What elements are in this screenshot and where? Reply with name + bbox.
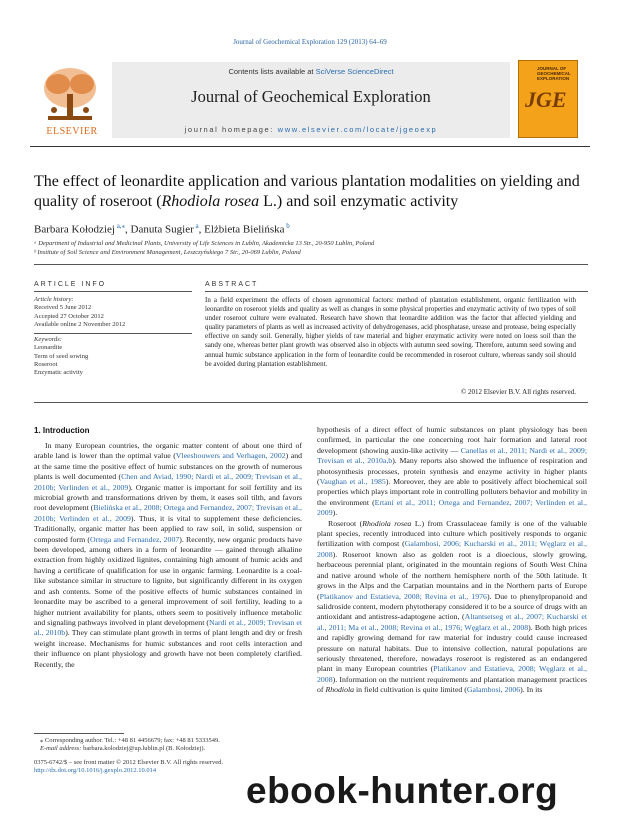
divider — [34, 333, 192, 334]
divider — [34, 264, 588, 265]
author-name: , Danuta Sugier — [125, 223, 194, 236]
citation-link[interactable]: Galambosi, 2006 — [466, 685, 521, 695]
corresponding-author-footnote — [40, 737, 302, 753]
intro-paragraph: hypothesis of a direct effect of humic substances on plant physiology has been confirmed, in particular the one concerning root hair formation and lateral root development (showing auxin-like activity — Canellas et al., 2011; Nardi et al., 2009; Trevisan et al., 2010a,b). Many reports also showed the influence of respiration and photosynthesis processes, protein synthesis and enzyme activity in higher plants (Vaughan et al., 1985). Moreover, they are able to positively affect biochemical soil properties which plays important role in controlling polluters behavior and mobility in the environment (Ertani et al., 2011; Ortega and Fernandez, 2007; Verlinden et al., 2009). — [317, 425, 588, 518]
section-heading-introduction: 1. Introduction — [34, 426, 90, 435]
intro-paragraph: Roseroot (Rhodiola rosea L.) from Crassulaceae family is one of the valuable plant species, recently introduced into culture which positively responds to organic fertilization with compost (Galambosi, 2006; Kucharski et al., 2011; Węglarz et al., 2008). Roseroot known also as golden root is a dioecious, slowly growing, herbaceous perennial plant, originated in the mountain regions of South West China and native around whole of the northern hemisphere north of the 50th latitude. It grows in the Alps and the Carpatian mountains and in the Northern parts of Europe (Platikanov and Estatieva, 2008; Revina et al., 1976). Due to phenylpropanoid and salidroside content, modern phytotherapy considered it to be a source of drugs with an antioxidant and antistress-adaptogene action, (Altantsetseg et al., 2007; Kucharski et al., 2011; Ma et al., 2008; Revina et al., 1976; Węglarz et al., 2008). Both high prices and rapidly growing demand for raw material for industry could cause increased pressure on natural habitats. Due to intensive collection, natural populations are seriously threatened, therefore, nowadays roseroot is registered as an endangered plant in many European countries (Platikanov and Estatieva, 2008; Węglarz et al., 2008). Information on the nutrient requirements and plantation management practices of Rhodiola in field cultivation is quite limited (Galambosi, 2006). In its — [317, 518, 588, 695]
keywords-block — [34, 336, 194, 377]
affiliation-b: ᵇ Institute of Soil Science and Environment Management, Leszczyńskiego 7 Str., 20-069 Lublin, Poland — [34, 249, 301, 256]
email-line: E-mail address: barbara.kolodziej@up.lublin.pl (B. Kołodziej). — [40, 745, 206, 752]
author-name: Barbara Kołodziej — [34, 223, 115, 236]
divider — [34, 402, 588, 403]
email-link[interactable]: barbara.kolodziej@up.lublin.pl — [83, 745, 165, 752]
cover-abbrev: JGE — [525, 87, 567, 112]
journal-header-box — [112, 62, 510, 138]
publisher-name: ELSEVIER — [46, 126, 98, 137]
divider — [34, 291, 192, 292]
citation-link[interactable]: Galambosi, 2006; Kucharski et al., 2011; Węglarz et al., 2008 — [317, 539, 587, 559]
journal-homepage — [112, 125, 510, 134]
author-affiliation-link[interactable]: a — [193, 222, 199, 230]
received-date: Received 5 June 2012 — [34, 304, 92, 312]
author-name: , Elżbieta Bielińska — [198, 223, 285, 236]
citation-link[interactable]: Ertani et al., 2011; Ortega and Fernandez, 2007; Verlinden et al., 2009 — [317, 497, 587, 518]
citation-link[interactable]: Bielińska et al., 2008; Ortega and Fernandez, 2007; Trevisan et al., 2010b; Verlinden et al., 2009 — [34, 503, 302, 523]
sciencedirect-link[interactable]: SciVerse ScienceDirect — [315, 67, 394, 76]
issn-line: 0375-6742/$ – see front matter © 2012 Elsevier B.V. All rights reserved. — [34, 759, 223, 766]
article-info-heading: ARTICLE INFO — [34, 281, 107, 288]
cover-title: JOURNAL OF GEOCHEMICAL EXPLORATION — [537, 66, 571, 81]
citation-link[interactable]: Vleeshouwers and Verhagen, 2002 — [175, 451, 286, 461]
watermark-text: ebook-hunter.org — [246, 770, 559, 811]
citation-link[interactable]: Chen and Aviad, 1990; Nardi et al., 2009; Trevisan et al., 2010b; Verlinden et al., 2009 — [34, 472, 302, 492]
article-history — [34, 296, 194, 329]
intro-paragraph: In many European countries, the organic matter content of about one third of arable land is lower than the optimal value (Vleeshouwers and Verhagen, 2002) and at the same time the positive effect of humic substances on the growth of numerous plants is well documented (Chen and Aviad, 1990; Nardi et al., 2009; Trevisan et al., 2010b; Verlinden et al., 2009). Organic matter is important for soil fertility and its microbial growth and transformations driven by them, it eases soil tilth, and favors root development (Bielińska et al., 2008; Ortega and Fernandez, 2007; Trevisan et al., 2010b; Verlinden et al., 2009). Thus, it is vital to supplement these deficiencies. Traditionally, organic matter has been applied to raw soil, in solid, suspension or composted form (Ortega and Fernandez, 2007). Recently, new organic products have been developed, among others in a form of leonardite — gained through alkaline extraction from highly oxidized lignites, containing high amount of humic acids and having a certificate of qualification for use in organic farming. Leonardite is a coal-like substance similar in structure to lignite, but significantly different in its oxygen and ash contents. Some of the positive effects of humic substances contained in leonardite may be ascribed to a general improvement of soil fertility, leading to a higher nutrient availability for plants, others seem to positively influence metabolic and signaling pathways involved in plant development (Nardi et al., 2009; Trevisan et al., 2010b). They can stimulate plant growth in terms of plant length and dry or fresh weight increase. Mechanisms for humic substances and root cells interaction and their influence on plant physiology and growth have not been completely clarified. Recently, the — [34, 441, 303, 669]
article-title — [34, 172, 594, 212]
history-label: Article history: — [34, 296, 74, 303]
journal-name: Journal of Geochemical Exploration — [191, 87, 431, 106]
citation-link[interactable]: Vaughan et al., 1985 — [319, 477, 386, 487]
footnote-divider — [34, 733, 124, 734]
keywords-label: Keywords: — [34, 336, 62, 343]
citation-link[interactable]: Ortega and Fernandez, 2007 — [90, 534, 180, 544]
accepted-date: Accepted 27 October 2012 — [34, 312, 104, 320]
title-part2: L.) and soil enzymatic activity — [259, 193, 459, 210]
keyword: Roseroot — [34, 360, 58, 368]
author-affiliation-link[interactable]: b — [284, 222, 290, 230]
title-part1: The effect of leonardite application and various plantation modalities on yielding and quality of roseroot ( — [34, 173, 580, 210]
homepage-link[interactable]: www.elsevier.com/locate/jgeoexp — [277, 125, 438, 134]
keyword: Leonardite — [34, 344, 63, 352]
journal-masthead — [30, 60, 590, 147]
citation-link[interactable]: Nardi et al., 2009; Trevisan et al., 2010b — [34, 617, 302, 638]
affiliation-a: ᵃ Department of Industrial and Medicinal Plants, University of Life Sciences in Lublin, Akademicka 13 Str., 20-950 Lublin, Poland — [34, 240, 375, 247]
elsevier-tree-logo — [36, 64, 104, 137]
contents-line — [112, 67, 510, 76]
body-column-right — [317, 425, 587, 696]
citation-link[interactable]: Platikanov and Estatieva, 2008; Węglarz et al., 2008 — [317, 664, 587, 684]
homepage-prefix: journal homepage: — [184, 125, 278, 134]
contents-prefix: Contents lists available at — [228, 67, 316, 76]
author-affiliation-link[interactable]: a,⁎ — [114, 222, 126, 230]
corresponding-contact: ⁎ Corresponding author. Tel.: +48 81 4456679; fax: +48 81 5333549. — [40, 737, 220, 744]
keyword: Enzymatic activity — [34, 369, 83, 377]
abstract-heading: ABSTRACT — [205, 281, 259, 288]
author-list — [34, 222, 594, 236]
abstract-text: In a field experiment the effects of chosen agronomical factors: method of plantation establishment, organic fertilization with leonardite on roseroot yields and quality as well as changes in some physical properties and enzymatic activity of two types of soil under roseroot culture were evaluated. Research have shown that leonardite addition was the factor that affected yielding and quality parameters of plants as well as increased activity of dehydrogenases, acid phosphatase, urease and protease, being especially effective on sandy soil. Generally, higher yields of raw material and higher enzymatic activity were noted on loess soil than the sandy one, whereas better plant growth was observed also in objects with autumn seed sowing. Therefore, autumn seed sowing and annual humic substance application in the form of leonardite could be recommended in roseroot culture, whereas sandy soil should be avoided during plantation establishment. — [205, 296, 576, 368]
citation-link[interactable]: Altantsetseg et al., 2007; Kucharski et al., 2011; Ma et al., 2008; Revina et al., 1976; Węglarz et al., 2008 — [317, 612, 587, 632]
abstract-copyright: © 2012 Elsevier B.V. All rights reserved. — [460, 388, 576, 396]
citation-link[interactable]: Platikanov and Estatieva, 2008; Revina et al., 1976 — [319, 591, 487, 601]
keyword: Term of seed sowing — [34, 352, 89, 360]
body-column-left — [34, 441, 302, 670]
citation-link[interactable]: Canellas et al., 2011; Nardi et al., 2009; Trevisan et al., 2010a,b — [317, 445, 587, 466]
title-species: Rhodiola rosea — [161, 193, 260, 210]
journal-cover-thumbnail — [518, 60, 578, 138]
journal-citation[interactable]: Journal of Geochemical Exploration 129 (2013) 64–69 — [233, 38, 387, 46]
doi-link[interactable]: http://dx.doi.org/10.1016/j.gexplo.2012.10.014 — [34, 767, 157, 774]
divider — [205, 291, 588, 292]
online-date: Available online 2 November 2012 — [34, 320, 126, 328]
